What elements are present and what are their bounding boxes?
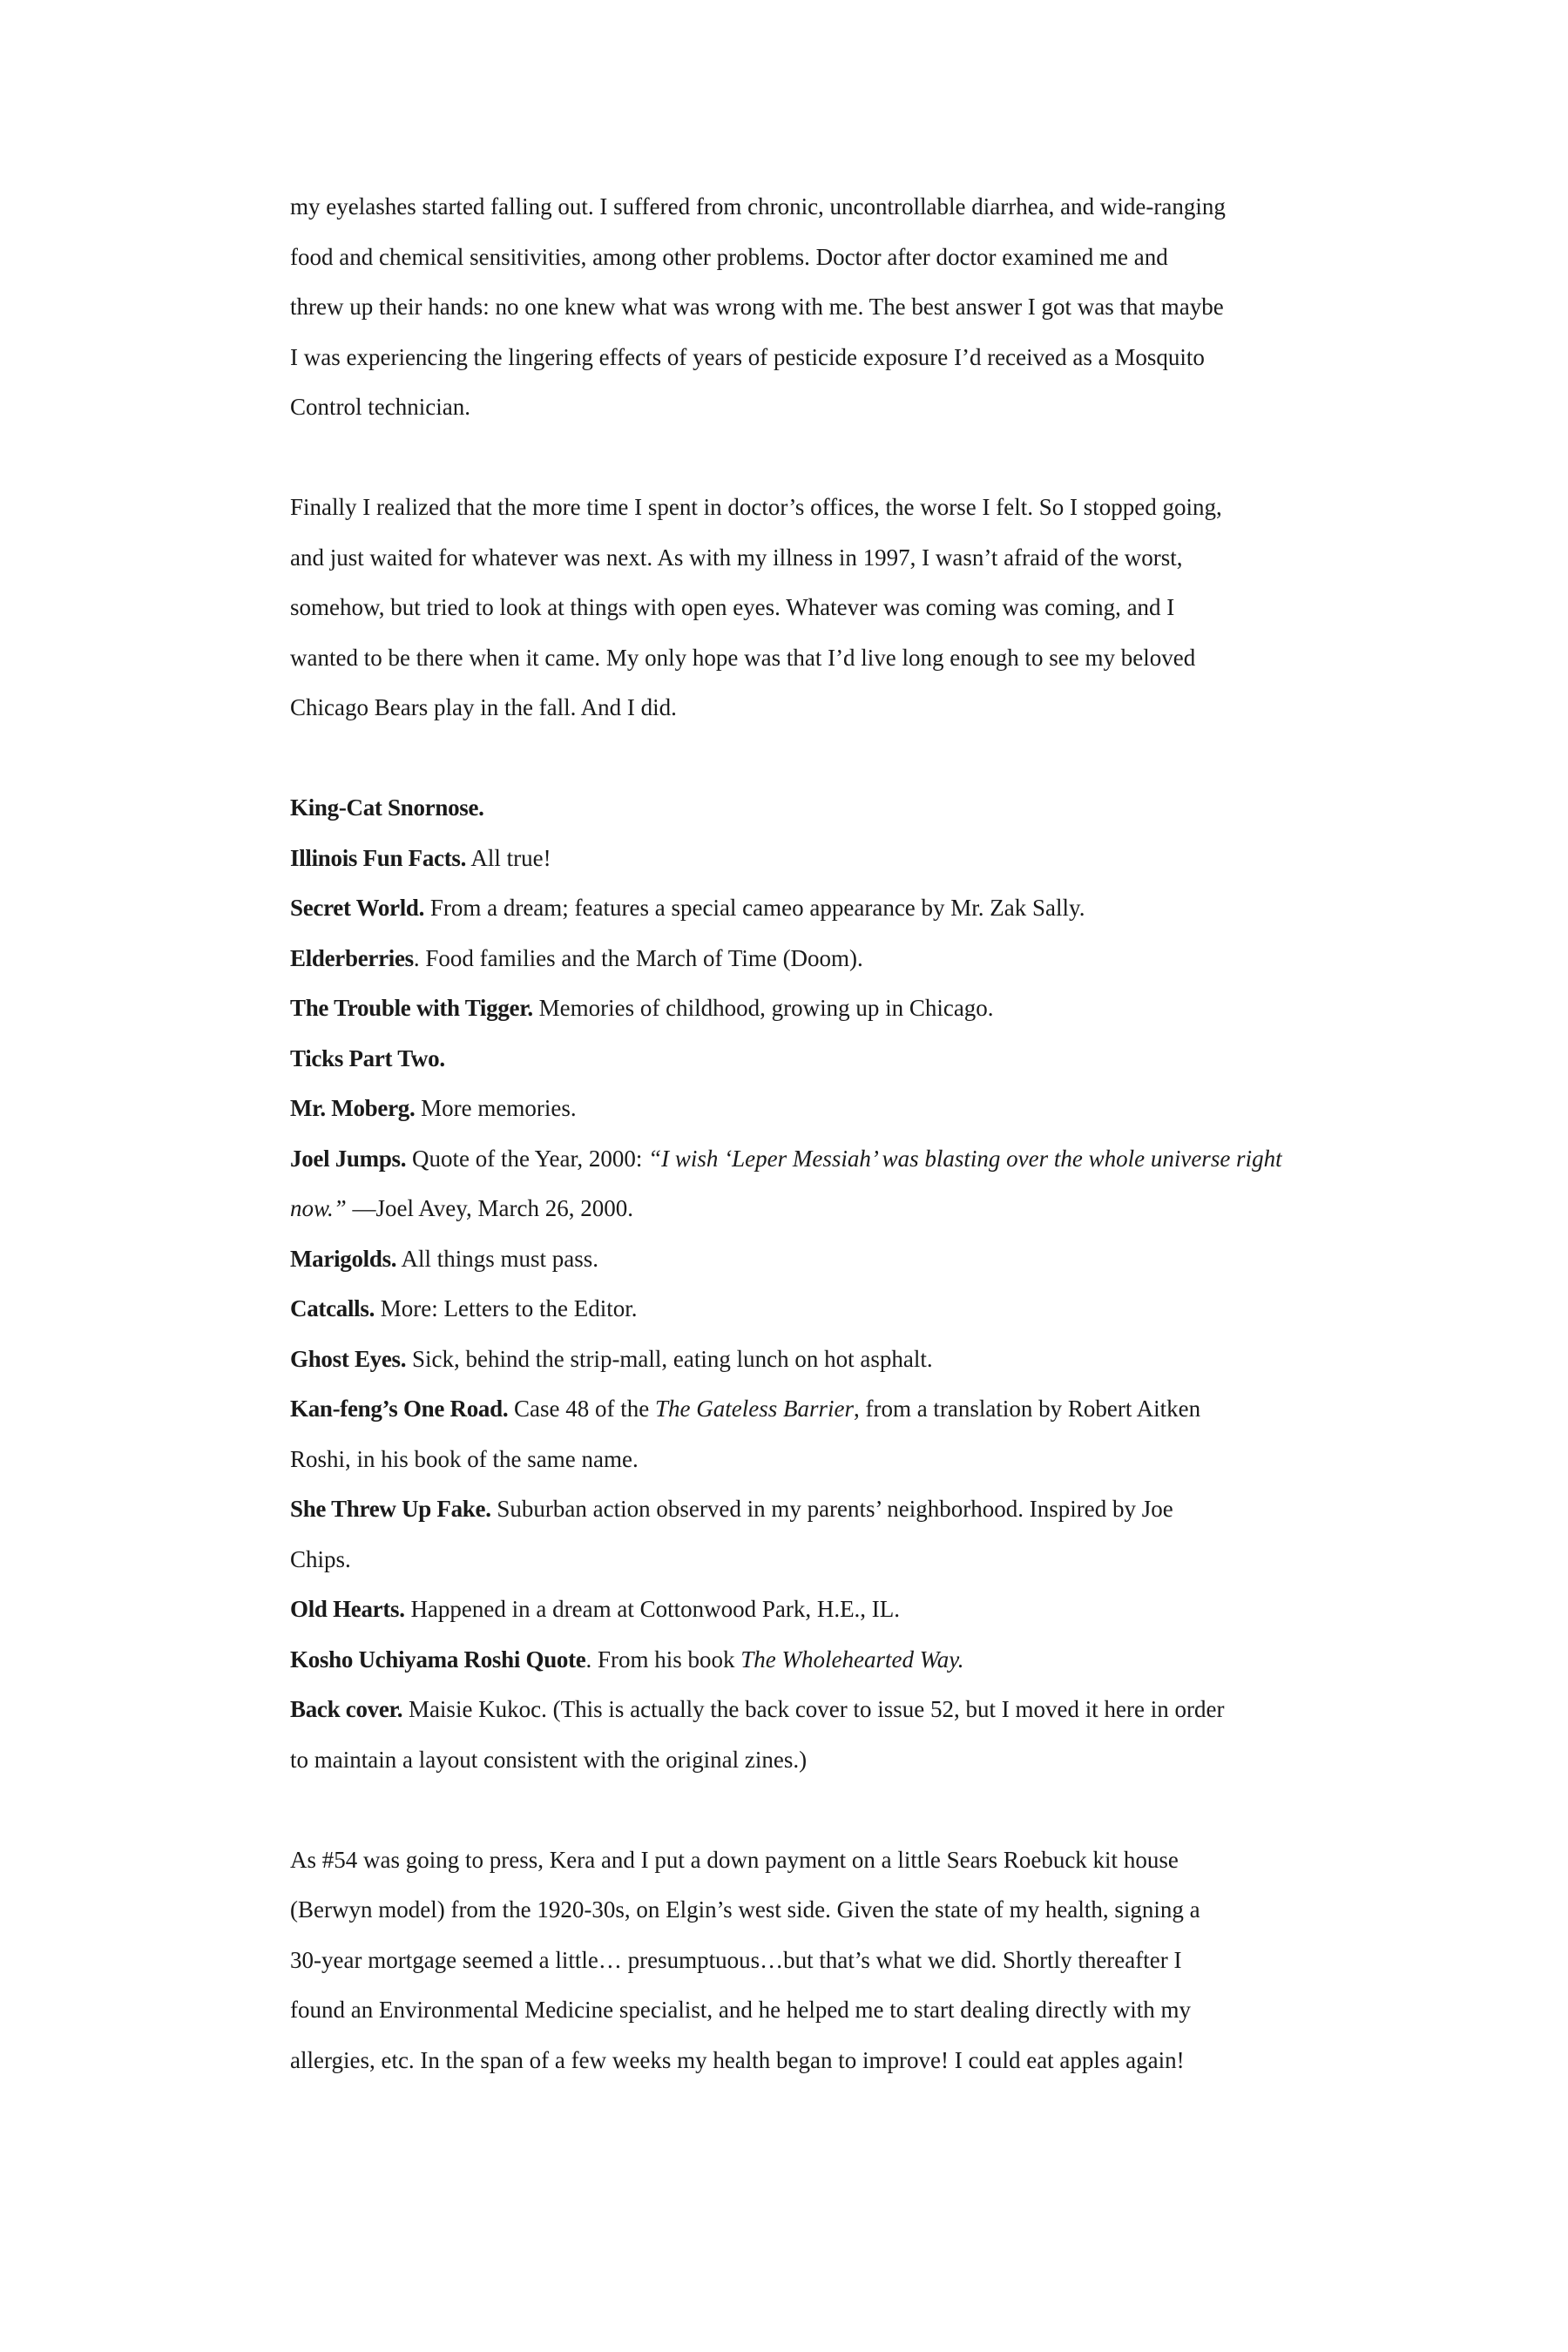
text-line: (Berwyn model) from the 1920-30s, on Elgin’s west side. Given the state of my health, signing a bbox=[290, 1896, 1200, 1923]
entry-text: Memories of childhood, growing up in Chicago. bbox=[532, 995, 994, 1021]
text-line: found an Environmental Medicine specialist, and he helped me to start dealing directly with my bbox=[290, 1997, 1191, 2023]
entry-title: Old Hearts. bbox=[290, 1596, 405, 1622]
list-item-continuation bbox=[290, 1735, 1283, 1786]
text-line: my eyelashes started falling out. I suffered from chronic, uncontrollable diarrhea, and wide-ranging bbox=[290, 193, 1226, 220]
list-item bbox=[290, 783, 1283, 834]
text-line: allergies, etc. In the span of a few weeks my health began to improve! I could eat apples again! bbox=[290, 2046, 1185, 2073]
text-line: Control technician. bbox=[290, 394, 470, 420]
entry-title: The Trouble with Tigger. bbox=[290, 995, 533, 1021]
list-item bbox=[290, 1585, 1283, 1635]
list-item bbox=[290, 834, 1283, 884]
list-item bbox=[290, 883, 1283, 934]
entry-text: Sick, behind the strip-mall, eating lunch on hot asphalt. bbox=[406, 1345, 933, 1372]
entry-text: More: Letters to the Editor. bbox=[375, 1295, 638, 1321]
list-item bbox=[290, 1034, 1283, 1085]
entry-title: Back cover. bbox=[290, 1696, 403, 1722]
paragraph-1 bbox=[290, 182, 1283, 433]
entry-text: Maisie Kukoc. (This is actually the back cover to issue 52, but I moved it here in order bbox=[402, 1696, 1225, 1722]
text-line: Chicago Bears play in the fall. And I did. bbox=[290, 694, 677, 720]
book-title: The Gateless Barrier bbox=[654, 1396, 854, 1422]
entry-title: Ticks Part Two. bbox=[290, 1044, 445, 1071]
quote-attribution: —Joel Avey, March 26, 2000. bbox=[346, 1195, 633, 1221]
entry-text: Quote of the Year, 2000: bbox=[406, 1145, 649, 1172]
entry-text: . Food families and the March of Time (Doom). bbox=[413, 944, 863, 971]
entry-title: Joel Jumps. bbox=[290, 1145, 407, 1172]
entry-text: From a dream; features a special cameo appearance by Mr. Zak Sally. bbox=[424, 895, 1085, 921]
entry-title: Elderberries bbox=[290, 944, 414, 971]
list-item bbox=[290, 1234, 1283, 1285]
list-item bbox=[290, 983, 1283, 1034]
list-item-continuation bbox=[290, 1535, 1283, 1585]
entry-text: to maintain a layout consistent with the original zines.) bbox=[290, 1746, 808, 1773]
text-line: I was experiencing the lingering effects of years of pesticide exposure I’d received as a Mosquito bbox=[290, 343, 1205, 370]
entry-title: Mr. Moberg. bbox=[290, 1095, 416, 1121]
entry-text: . From his book bbox=[585, 1646, 741, 1673]
entry-text: Suburban action observed in my parents’ neighborhood. Inspired by Joe bbox=[490, 1496, 1173, 1522]
paragraph-2 bbox=[290, 483, 1283, 733]
paragraph-3 bbox=[290, 1835, 1283, 2086]
list-item bbox=[290, 1484, 1283, 1535]
list-item bbox=[290, 934, 1283, 984]
list-item-continuation bbox=[290, 1435, 1283, 1485]
entry-text: All true! bbox=[466, 844, 551, 871]
text-line: wanted to be there when it came. My only hope was that I’d live long enough to see my beloved bbox=[290, 644, 1196, 671]
list-item-continuation bbox=[290, 1184, 1283, 1234]
quote-text: “I wish ‘Leper Messiah’ was blasting over the whole universe right bbox=[648, 1145, 1282, 1172]
list-item bbox=[290, 1335, 1283, 1385]
entry-title: Kosho Uchiyama Roshi Quote bbox=[290, 1646, 586, 1673]
entry-text: , from a translation by Robert Aitken bbox=[853, 1396, 1201, 1422]
list-item bbox=[290, 1685, 1283, 1735]
text-line: food and chemical sensitivities, among other problems. Doctor after doctor examined me and bbox=[290, 243, 1168, 270]
entry-title: Catcalls. bbox=[290, 1295, 375, 1321]
list-item bbox=[290, 1635, 1283, 1686]
entry-title: Ghost Eyes. bbox=[290, 1345, 407, 1372]
entry-title: King-Cat Snornose. bbox=[290, 794, 484, 821]
list-item bbox=[290, 1284, 1283, 1335]
entry-title: Kan-feng’s One Road. bbox=[290, 1396, 509, 1422]
text-line: As #54 was going to press, Kera and I put a down payment on a little Sears Roebuck kit house bbox=[290, 1846, 1179, 1873]
text-line: Finally I realized that the more time I spent in doctor’s offices, the worse I felt. So I stopped going, bbox=[290, 494, 1222, 520]
list-item bbox=[290, 1384, 1283, 1435]
text-line: threw up their hands: no one knew what was wrong with me. The best answer I got was that maybe bbox=[290, 294, 1224, 320]
entry-title: Secret World. bbox=[290, 895, 425, 921]
text-line: and just waited for whatever was next. As with my illness in 1997, I wasn’t afraid of the worst, bbox=[290, 544, 1183, 571]
list-item bbox=[290, 1084, 1283, 1134]
entry-text: Chips. bbox=[290, 1545, 351, 1572]
entry-text: More memories. bbox=[415, 1095, 577, 1121]
entry-text: Happened in a dream at Cottonwood Park, H.E., IL. bbox=[404, 1596, 901, 1622]
list-item bbox=[290, 1134, 1283, 1185]
entry-title: She Threw Up Fake. bbox=[290, 1496, 491, 1522]
entry-text: All things must pass. bbox=[396, 1245, 599, 1272]
entry-text: Roshi, in his book of the same name. bbox=[290, 1445, 639, 1472]
text-line: 30-year mortgage seemed a little… presumptuous…but that’s what we did. Shortly thereafter I bbox=[290, 1946, 1182, 1973]
entry-title: Illinois Fun Facts. bbox=[290, 844, 467, 871]
entry-text: Case 48 of the bbox=[508, 1396, 655, 1422]
contents-notes-list bbox=[290, 783, 1283, 1785]
quote-text: now.” bbox=[290, 1195, 347, 1221]
entry-title: Marigolds. bbox=[290, 1245, 397, 1272]
book-title: The Wholehearted Way. bbox=[740, 1646, 964, 1673]
page-text bbox=[290, 182, 1283, 2136]
text-line: somehow, but tried to look at things with open eyes. Whatever was coming was coming, and I bbox=[290, 594, 1175, 620]
